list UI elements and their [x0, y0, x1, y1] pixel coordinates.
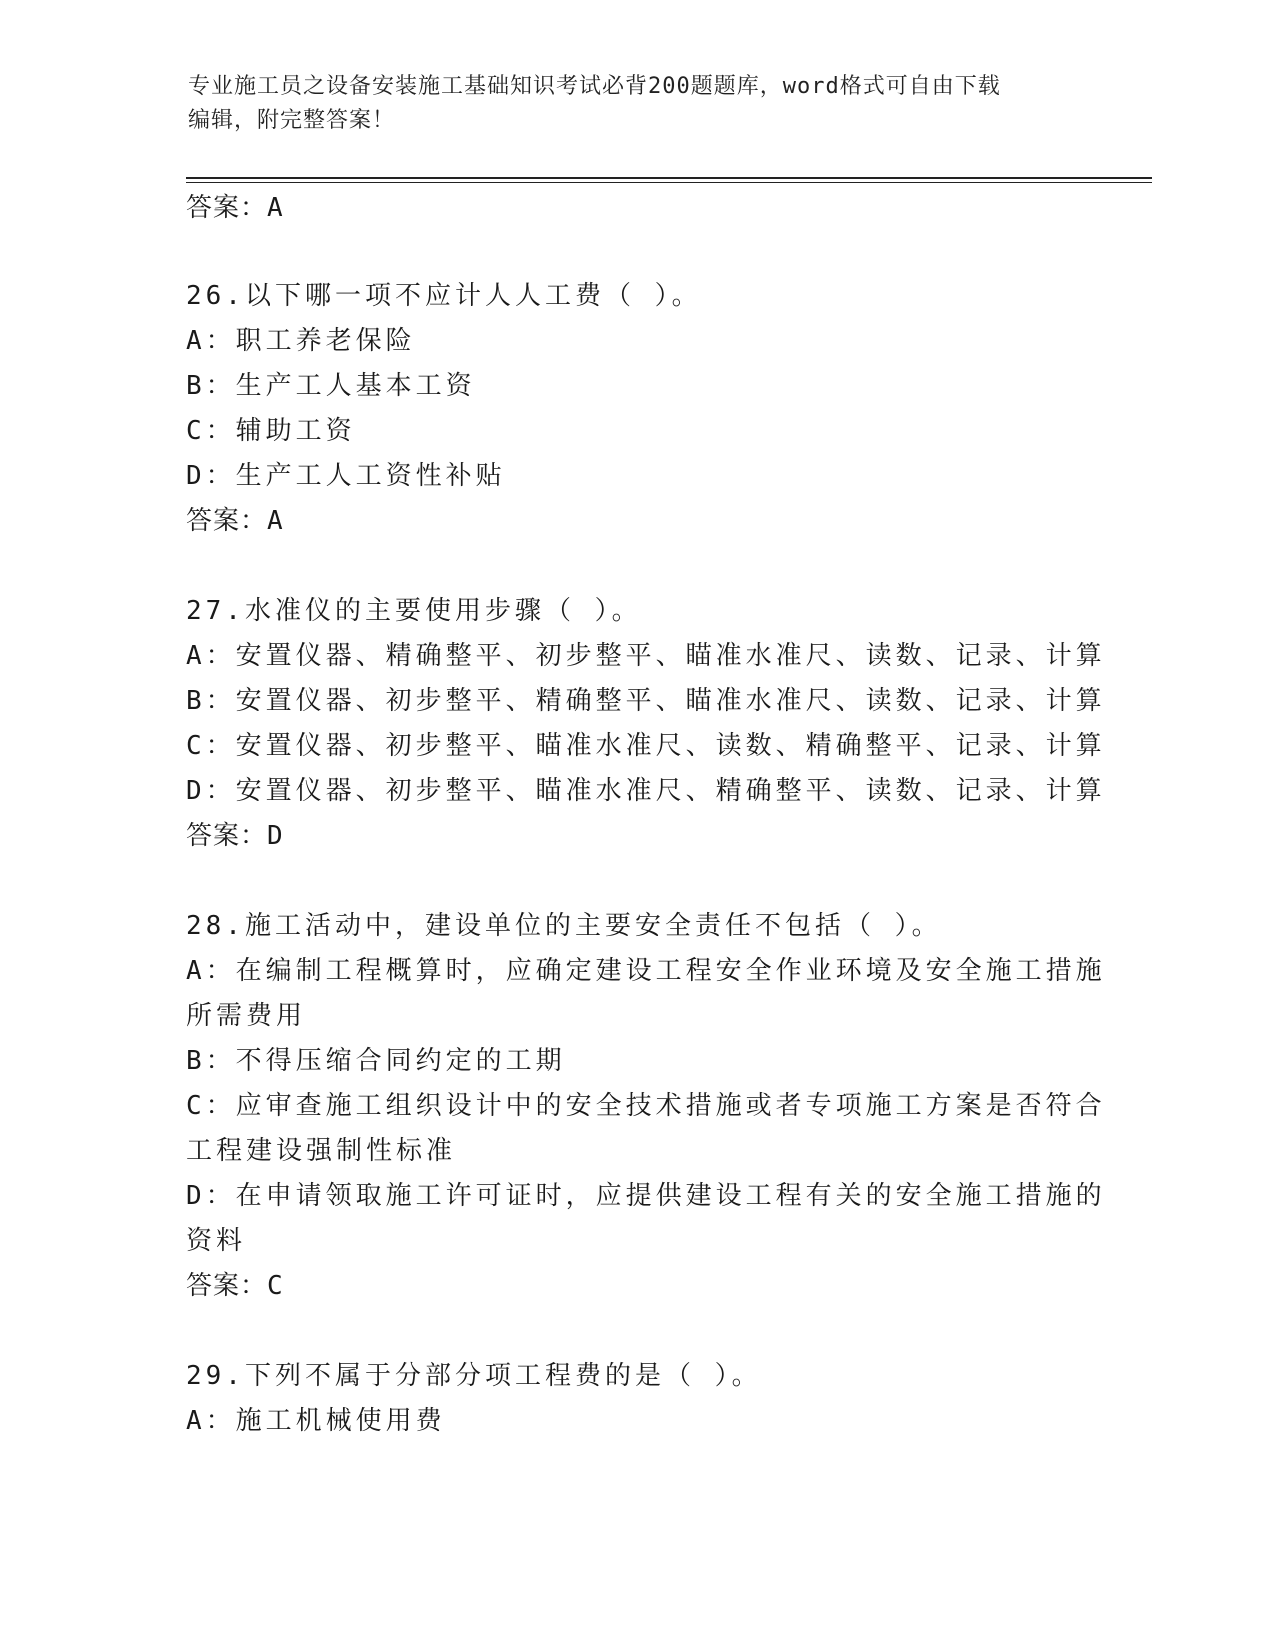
- header-line-1: 专业施工员之设备安装施工基础知识考试必背200题题库，word格式可自由下载: [188, 74, 1001, 99]
- option-line: C：辅助工资: [186, 416, 356, 446]
- answer-line: 答案：A: [186, 506, 284, 536]
- option-line: A：安置仪器、精确整平、初步整平、瞄准水准尺、读数、记录、计算: [186, 641, 1106, 671]
- option-line: D：安置仪器、初步整平、瞄准水准尺、精确整平、读数、记录、计算: [186, 776, 1106, 806]
- option-line-continued: 工程建设强制性标准: [186, 1136, 457, 1166]
- option-line: C：应审查施工组织设计中的安全技术措施或者专项施工方案是否符合: [186, 1091, 1106, 1121]
- answer-line: 答案：A: [186, 193, 284, 223]
- option-line: A：在编制工程概算时，应确定建设工程安全作业环境及安全施工措施: [186, 956, 1106, 986]
- question-26: 26.以下哪一项不应计人人工费（ ）。: [186, 281, 702, 311]
- document-header: [188, 70, 1088, 138]
- question-28: 28.施工活动中，建设单位的主要安全责任不包括（ ）。: [186, 911, 942, 941]
- header-line-2: 编辑，附完整答案！: [188, 108, 396, 133]
- option-line: C：安置仪器、初步整平、瞄准水准尺、读数、精确整平、记录、计算: [186, 731, 1106, 761]
- answer-line: 答案：C: [186, 1271, 284, 1301]
- option-line-continued: 所需费用: [186, 1001, 307, 1031]
- option-line-continued: 资料: [186, 1226, 247, 1256]
- option-line: A：职工养老保险: [186, 326, 416, 356]
- option-line: D：在申请领取施工许可证时，应提供建设工程有关的安全施工措施的: [186, 1181, 1106, 1211]
- question-27: 27.水准仪的主要使用步骤（ ）。: [186, 596, 642, 626]
- option-line: A：施工机械使用费: [186, 1406, 446, 1436]
- answer-line: 答案：D: [186, 821, 284, 851]
- option-line: B：不得压缩合同约定的工期: [186, 1046, 566, 1076]
- header-rule-thin: [186, 182, 1152, 183]
- question-29: 29.下列不属于分部分项工程费的是（ ）。: [186, 1361, 762, 1391]
- header-rule-thick: [186, 177, 1152, 179]
- option-line: B：生产工人基本工资: [186, 371, 476, 401]
- option-line: B：安置仪器、初步整平、精确整平、瞄准水准尺、读数、记录、计算: [186, 686, 1106, 716]
- option-line: D：生产工人工资性补贴: [186, 461, 506, 491]
